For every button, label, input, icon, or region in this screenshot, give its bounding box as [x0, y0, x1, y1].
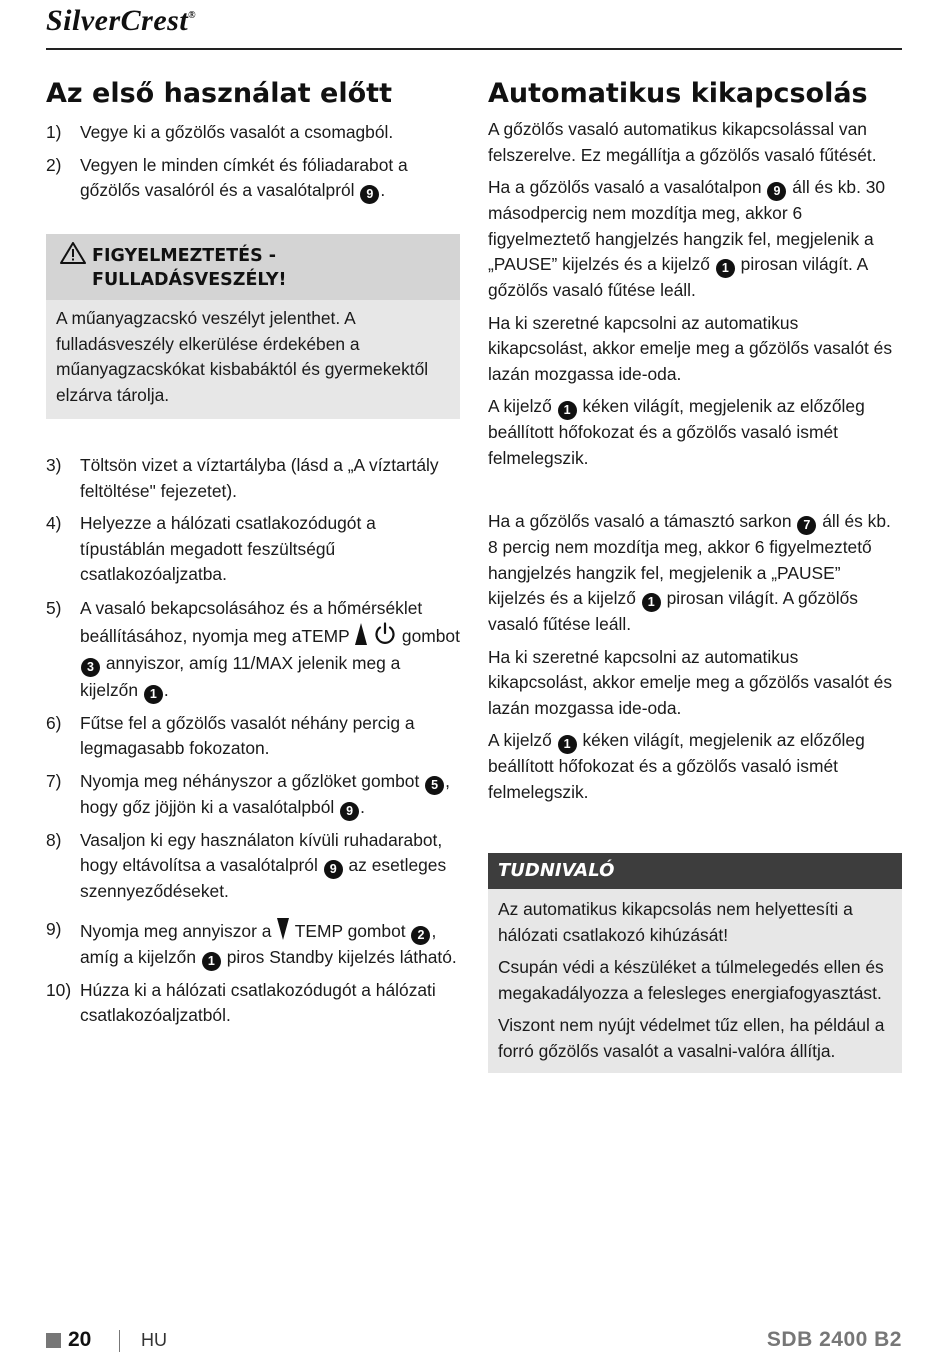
ref-circle: 1: [558, 401, 577, 420]
footer-separator: [119, 1330, 120, 1352]
silvercrest-logo: SilverCrest®: [46, 4, 197, 37]
note-box: [488, 853, 902, 1073]
steps-list-a: [46, 120, 460, 204]
list-item: 1) Vegye ki a gőzölős vasalót a csomagból.: [46, 122, 394, 142]
section-title-first-use: Az első használat előtt: [46, 78, 392, 109]
ref-circle: 5: [425, 776, 444, 795]
warning-body: A műanyagzacskó veszélyt jelenthet. A fulladásveszély elkerülése érdekében a műanyagzacskókat kisbabáktól és gyermekektől elzárva tárolja.: [56, 308, 429, 405]
note-paragraph: Az automatikus kikapcsolás nem helyettesíti a hálózati csatlakozó kihúzását!: [498, 899, 853, 945]
list-item: 6) Fűtse fel a gőzölős vasalót néhány percig a legmagasabb fokozaton.: [46, 712, 415, 758]
warning-triangle-icon: [60, 242, 86, 264]
ref-circle: 9: [340, 802, 359, 821]
paragraph: A gőzölős vasaló automatikus kikapcsolással van felszerelve. Ez megállítja a gőzölős vasaló fűtését.: [488, 119, 877, 165]
paragraph: Ha a gőzölős vasaló a vasalótalpon 9 áll és kb. 30 másodpercig nem mozdítja meg, akkor 6 figyelmeztető hangjelzés hangzik fel, megjelenik a „PAUSE” kijelzés és a kijelző 1 pirosan világít. A gőzölős vasaló fűtése leáll.: [488, 177, 886, 300]
list-item: 3) Töltsön vizet a víztartályba (lásd a „A víztartály feltöltése" fejezetet).: [46, 455, 439, 501]
note-title: TUDNIVALÓ: [488, 853, 902, 889]
list-item: 8) Vasaljon ki egy használaton kívüli ruhadarabot, hogy eltávolítsa a vasalótalpról 9 az esetleges szennyeződéseket.: [46, 829, 447, 901]
warning-header: [46, 234, 460, 300]
paragraph: Ha ki szeretné kapcsolni az automatikus kikapcsolást, akkor emelje meg a gőzölős vasalót és lazán mozgassa ide-oda.: [488, 312, 893, 384]
page-number: 20: [68, 1328, 92, 1351]
paragraph: Ha a gőzölős vasaló a támasztó sarkon 7 áll és kb. 8 percig nem mozdítja meg, akkor 6 figyelmeztető hangjelzés hangzik fel, megjelenik a „PAUSE” kijelzés és a kijelző 1 pirosan világít. A gőzölős vasaló fűtése leáll.: [488, 511, 891, 634]
ref-circle: 1: [558, 735, 577, 754]
list-item: 10) Húzza ki a hálózati csatlakozódugót a hálózati csatlakozóaljzatból.: [46, 979, 436, 1025]
ref-circle: 1: [202, 952, 221, 971]
list-item: 4) Helyezze a hálózati csatlakozódugót a típustáblán megadott feszültségű csatlakozóaljzatba.: [46, 513, 376, 584]
footer-square-marker: [46, 1333, 61, 1348]
list-item: 7) Nyomja meg néhányszor a gőzlöket gombot 5 , hogy gőz jöjjön ki a vasalótalpból 9 .: [46, 769, 460, 821]
ref-circle: 3: [81, 658, 100, 677]
note-paragraph: Csupán védi a készüléket a túlmelegedés ellen és megakadályozza a felesleges energiafogyasztást.: [498, 957, 884, 1003]
paragraph: A kijelző 1 kéken világít, megjelenik az előzőleg beállított hőfokozat és a gőzölős vasaló ismét felmelegszik.: [488, 730, 865, 802]
ref-circle: 1: [642, 593, 661, 612]
section-title-auto-off: Automatikus kikapcsolás: [488, 78, 868, 109]
list-item: 9) Nyomja meg annyiszor a TEMP gombot 2 , amíg a kijelzőn 1 piros Standby kijelzés látható.: [46, 917, 460, 971]
ref-circle: 1: [144, 685, 163, 704]
left-column: [46, 78, 460, 1036]
header-rule: [46, 48, 902, 50]
model-number: SDB 2400 B2: [766, 1328, 902, 1351]
temp-up-icon: [354, 622, 368, 646]
paragraph: A kijelző 1 kéken világít, megjelenik az előzőleg beállított hőfokozat és a gőzölős vasaló ismét felmelegszik.: [488, 396, 865, 468]
temp-down-icon: [276, 917, 290, 941]
paragraph: Ha ki szeretné kapcsolni az automatikus kikapcsolást, akkor emelje meg a gőzölős vasalót és lazán mozgassa ide-oda.: [488, 646, 893, 718]
warning-title-line1: FIGYELMEZTETÉS -: [92, 246, 277, 266]
ref-circle: 2: [411, 926, 430, 945]
list-item: 2) Vegyen le minden címkét és fóliadarabot a gőzölős vasalóról és a vasalótalpról 9 .: [46, 153, 460, 205]
ref-circle: 7: [797, 516, 816, 535]
ref-circle: 9: [360, 185, 379, 204]
note-body: [488, 889, 902, 1073]
ref-circle: 1: [716, 259, 735, 278]
language-code: HU: [141, 1330, 167, 1350]
right-column: [488, 78, 902, 1073]
ref-circle: 9: [767, 182, 786, 201]
steps-list-b: [46, 453, 460, 1029]
page-footer: [46, 1328, 902, 1356]
ref-circle: 9: [324, 860, 343, 879]
warning-title-line2: FULLADÁSVESZÉLY!: [92, 270, 287, 290]
list-item: 5) A vasaló bekapcsolásához és a hőmérséklet beállításához, nyomja meg aTEMP gombot 3 annyiszor, amíg 11/MAX jelenik meg a kijelzőn 1 .: [46, 595, 460, 704]
note-paragraph: Viszont nem nyújt védelmet tűz ellen, ha például a forró gőzölős vasalót a vasalni-valóra állítja.: [498, 1015, 885, 1061]
warning-box: [46, 234, 460, 419]
power-icon: [373, 622, 397, 646]
